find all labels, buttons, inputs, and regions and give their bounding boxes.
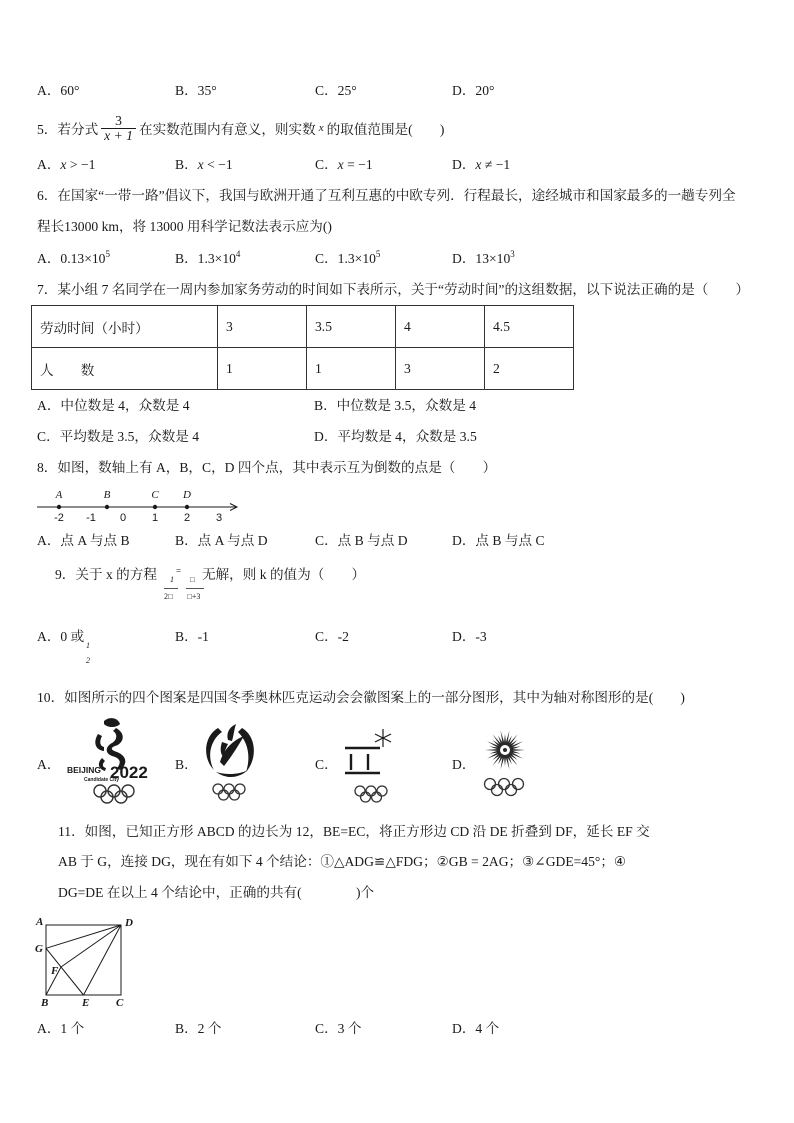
option-text: A．0.13×10	[37, 251, 106, 266]
q5-option-b	[175, 157, 233, 173]
figure-label-a: A	[36, 916, 44, 928]
segment-df	[61, 925, 121, 967]
point-label-a: A	[55, 489, 63, 501]
option-text: C．1.3×10	[315, 251, 376, 266]
point-label-c: C	[151, 489, 159, 501]
q5-lead: 5．若分式	[37, 122, 99, 137]
q6-option-a	[37, 251, 110, 267]
option-label: D．	[452, 157, 476, 172]
q5-option-a	[37, 157, 95, 173]
figure-label-b: B	[41, 997, 49, 1009]
emblem-a-note-text: Candidate City	[84, 777, 120, 783]
fraction-bar	[186, 588, 204, 589]
option-label: C．	[315, 157, 338, 172]
square-abcd	[46, 925, 121, 995]
snowflake-core	[503, 748, 507, 752]
q10-option-c-label: C．	[315, 757, 338, 772]
q6-stem-line1: 6．在国家“一带一路”倡议下，我国与欧洲开通了互利互惠的中欧专列．行程最长，途经城市和国家最多的一趟专列全	[37, 188, 736, 203]
equation-right-numerator: □	[190, 575, 195, 584]
q9-lead: 9．关于 x 的方程	[55, 567, 157, 582]
option-var: x	[197, 157, 204, 172]
q4-option-d: D．20°	[452, 83, 495, 98]
q5-fraction-denominator: x + 1	[101, 128, 136, 143]
option-exponent: 5	[105, 249, 110, 259]
tick-label: 2	[183, 512, 191, 524]
q8-stem: 8．如图，数轴上有 A，B，C，D 四个点，其中表示互为倒数的点是（ ）	[37, 460, 497, 475]
q9-option-d: D．-3	[452, 629, 487, 644]
q4-option-c: C．25°	[315, 83, 357, 98]
point-c	[153, 505, 157, 509]
q6-stem-line2: 程长13000 km，将 13000 用科学记数法表示应为()	[37, 219, 332, 234]
q8-option-c: C．点 B 与点 D	[315, 533, 408, 548]
q10-stem: 10．如图所示的四个图案是四国冬季奥林匹克运动会会徽图案上的一部分图形，其中为轴对称图形的是( )	[37, 690, 685, 705]
q9-option-c: C．-2	[315, 629, 349, 644]
q11-option-a: A．1 个	[37, 1021, 85, 1036]
q11-stem-line3: DG=DE 在以上 4 个结论中，正确的共有( )个	[58, 885, 375, 900]
option-var: x	[60, 157, 67, 172]
table-cell: 4	[396, 306, 485, 348]
olympic-rings-icon	[94, 785, 134, 803]
tick-label: -2	[54, 512, 64, 524]
emblem-d-snowflake	[476, 730, 536, 800]
option-expr: ≠ −1	[481, 157, 511, 172]
fraction-bar	[164, 588, 178, 589]
olympic-rings-icon	[485, 779, 524, 796]
q4-option-a: A．60°	[37, 83, 80, 98]
q5-option-d	[452, 157, 510, 173]
q7-option-b: B．中位数是 3.5，众数是 4	[314, 398, 476, 413]
emblem-b-swirl	[198, 722, 264, 804]
emblem-a-beijing	[60, 716, 160, 808]
point-a	[57, 505, 61, 509]
option-expr: = −1	[343, 157, 373, 172]
q11-option-c: C．3 个	[315, 1021, 362, 1036]
q5-option-c	[315, 157, 373, 173]
point-label-b: B	[103, 489, 111, 501]
q7-option-a: A．中位数是 4，众数是 4	[37, 398, 190, 413]
emblem-a-city-text: BEIJING	[67, 765, 102, 775]
tick-label: 0	[119, 512, 127, 524]
q8-option-a: A．点 A 与点 B	[37, 533, 130, 548]
table-cell: 3	[218, 306, 307, 348]
gate-symbol-icon	[345, 748, 380, 773]
table-cell: 1	[218, 348, 307, 390]
segment-dg	[46, 925, 121, 948]
emblem-c-gate	[338, 726, 404, 806]
table-cell-header: 人 数	[32, 348, 218, 390]
q5-fraction	[101, 114, 136, 143]
figure-label-e: E	[82, 997, 90, 1009]
option-var: x	[475, 157, 482, 172]
q9-option-a-fraction-denominator: 2	[86, 656, 90, 665]
option-label: B．	[175, 157, 198, 172]
table-cell: 3.5	[307, 306, 396, 348]
olympic-rings-icon	[355, 786, 387, 802]
segment-de	[84, 925, 122, 995]
point-d	[185, 505, 189, 509]
option-expr: > −1	[66, 157, 96, 172]
q7-stem: 7．某小组 7 名同学在一周内参加家务劳动的时间如下表所示，关于“劳动时间”的这组数据，以下说法正确的是（ ）	[37, 282, 750, 297]
q6-option-c	[315, 251, 380, 267]
option-text: B．1.3×10	[175, 251, 236, 266]
q8-option-d: D．点 B 与点 C	[452, 533, 545, 548]
figure-label-g: G	[35, 943, 43, 955]
q11-square-figure	[30, 912, 142, 1012]
q11-option-b: B．2 个	[175, 1021, 222, 1036]
option-var: x	[337, 157, 344, 172]
q5-mid: 在实数范围内有意义，则实数	[138, 122, 316, 137]
olympic-rings-icon	[213, 784, 245, 800]
q4-option-b: B．35°	[175, 83, 217, 98]
q5-variable: x	[318, 122, 324, 134]
table-cell: 4.5	[485, 306, 574, 348]
option-label: A．	[37, 157, 61, 172]
q5-stem	[37, 108, 444, 148]
q10-option-a-label: A．	[37, 757, 61, 772]
q9-option-a: A．0 或	[37, 629, 85, 644]
q10-option-b-label: B．	[175, 757, 198, 772]
table-cell: 1	[307, 348, 396, 390]
table-cell: 3	[396, 348, 485, 390]
option-text: D．13×10	[452, 251, 511, 266]
q7-data-table	[31, 305, 574, 390]
table-cell-header: 劳动时间（小时）	[32, 306, 218, 348]
q9-option-a-fraction-numerator: 1	[86, 641, 90, 650]
q9-equation	[160, 566, 206, 606]
q9-tail: 无解，则 k 的值为（ ）	[202, 567, 366, 582]
option-exponent: 3	[510, 249, 515, 259]
point-label-d: D	[183, 489, 191, 501]
equation-left-numerator: 1	[170, 575, 174, 584]
figure-label-c: C	[116, 997, 124, 1009]
option-expr: < −1	[203, 157, 233, 172]
table-row	[32, 306, 574, 348]
q11-option-d: D．4 个	[452, 1021, 500, 1036]
q5-fraction-numerator: 3	[115, 112, 122, 128]
q6-option-d	[452, 251, 515, 267]
equation-equals: =	[176, 566, 182, 576]
q9-option-b: B．-1	[175, 629, 209, 644]
figure-label-f: F	[51, 965, 59, 977]
q7-option-d: D．平均数是 4，众数是 3.5	[314, 429, 477, 444]
tick-label: 1	[151, 512, 159, 524]
point-b	[105, 505, 109, 509]
table-row	[32, 348, 574, 390]
q11-stem-line1: 11．如图，已知正方形 ABCD 的边长为 12，BE=EC，将正方形边 CD 沿 DE 折叠到 DF，延长 EF 交	[58, 824, 650, 839]
tick-label: 3	[215, 512, 223, 524]
q6-option-b	[175, 251, 240, 267]
q11-stem-line2: AB 于 G，连接 DG，现在有如下 4 个结论：①△ADG≌△FDG；②GB = 2AG；③∠GDE=45°；④	[58, 854, 627, 869]
equation-right-denominator: □+3	[187, 592, 201, 601]
table-cell: 2	[485, 348, 574, 390]
equation-left-denominator: 2□	[164, 592, 173, 601]
emblem-a-year-text: 2022	[110, 763, 148, 782]
number-line-figure	[30, 485, 245, 525]
tick-label: -1	[86, 512, 96, 524]
q5-tail: 的取值范围是( )	[326, 122, 445, 137]
option-exponent: 4	[235, 249, 241, 259]
figure-label-d: D	[125, 917, 133, 929]
option-exponent: 5	[375, 249, 381, 259]
q10-option-d-label: D．	[452, 757, 476, 772]
q7-option-c: C．平均数是 3.5，众数是 4	[37, 429, 199, 444]
q8-option-b: B．点 A 与点 D	[175, 533, 268, 548]
star-icon	[375, 729, 391, 747]
swirl-symbol-icon	[206, 724, 254, 777]
